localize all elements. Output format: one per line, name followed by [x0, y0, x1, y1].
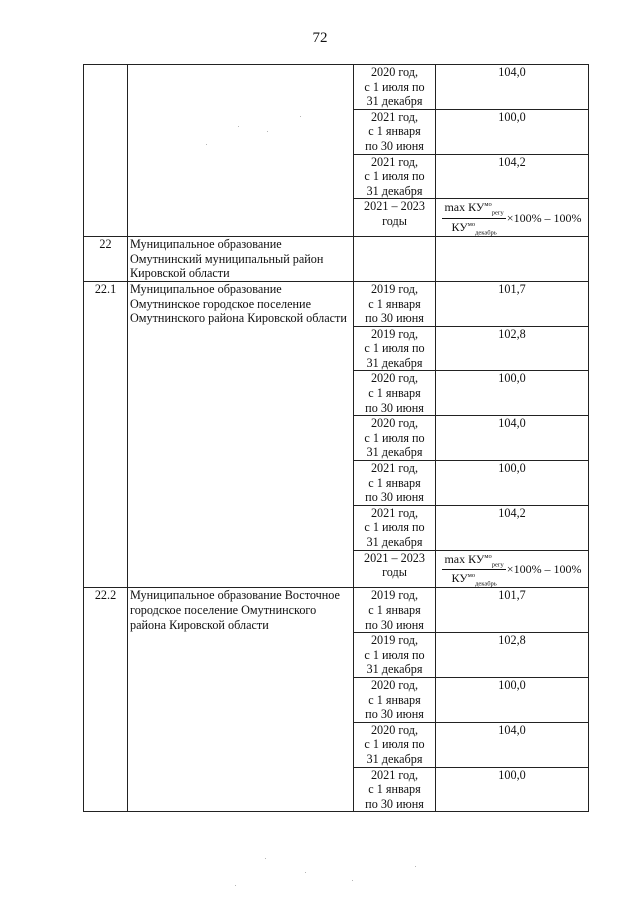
index-value: 104,2 — [436, 154, 589, 199]
period-cell: 2019 год, с 1 января по 30 июня — [354, 588, 436, 633]
period-cell: 2021 – 2023 годы — [354, 199, 436, 237]
period-cell: 2021 год, с 1 января по 30 июня — [354, 461, 436, 506]
index-value — [436, 237, 589, 282]
numerator-sup: мо — [484, 201, 492, 209]
municipality-name — [128, 65, 354, 237]
index-value: 104,0 — [436, 65, 589, 110]
denominator-sub: декабрь — [475, 580, 497, 588]
index-value: 100,0 — [436, 109, 589, 154]
numerator-sub: регу — [491, 560, 504, 568]
index-value: 102,8 — [436, 633, 589, 678]
row-number: 22.2 — [84, 588, 128, 812]
numerator-sup: мо — [484, 552, 492, 560]
period-cell: 2020 год, с 1 января по 30 июня — [354, 677, 436, 722]
table-row — [84, 588, 589, 633]
table-row — [84, 237, 589, 282]
scan-speck — [238, 126, 239, 127]
page-number: 72 — [312, 30, 328, 46]
index-value: 104,0 — [436, 722, 589, 767]
period-cell: 2020 год, с 1 июля по 31 декабря — [354, 416, 436, 461]
municipality-name: Муниципальное образование Омутнинское городское поселение Омутнинского района Кировской области — [128, 281, 354, 587]
period-cell: 2019 год, с 1 июля по 31 декабря — [354, 326, 436, 371]
period-cell: 2020 год, с 1 июля по 31 декабря — [354, 722, 436, 767]
formula-denominator — [449, 219, 498, 236]
formula-fraction — [442, 200, 505, 236]
row-number — [84, 65, 128, 237]
period-cell: 2021 – 2023 годы — [354, 550, 436, 588]
period-cell: 2021 год, с 1 января по 30 июня — [354, 109, 436, 154]
index-value: 100,0 — [436, 767, 589, 812]
formula-expression — [438, 552, 586, 588]
denominator-base: КУ — [451, 570, 468, 585]
denominator-sup: мо — [467, 571, 476, 579]
period-cell: 2020 год, с 1 июля по 31 декабря — [354, 65, 436, 110]
formula-numerator — [442, 200, 505, 218]
numerator-sub: регу — [491, 209, 504, 217]
denominator-base: КУ — [451, 219, 468, 234]
denominator-sup: мо — [467, 220, 476, 228]
scan-speck — [267, 131, 268, 132]
table-row — [84, 65, 589, 110]
row-number: 22 — [84, 237, 128, 282]
index-value: 100,0 — [436, 461, 589, 506]
municipality-name: Муниципальное образование Омутнинский муниципальный район Кировской области — [128, 237, 354, 282]
index-formula — [436, 550, 589, 588]
index-value: 101,7 — [436, 588, 589, 633]
scan-speck — [300, 116, 301, 117]
period-cell: 2020 год, с 1 января по 30 июня — [354, 371, 436, 416]
formula-denominator — [449, 570, 498, 587]
scan-speck — [352, 880, 353, 881]
period-cell: 2019 год, с 1 января по 30 июня — [354, 281, 436, 326]
tariff-table — [83, 64, 589, 812]
period-cell: 2021 год, с 1 июля по 31 декабря — [354, 505, 436, 550]
index-value: 104,0 — [436, 416, 589, 461]
index-value: 102,8 — [436, 326, 589, 371]
numerator-prefix: max КУ — [444, 200, 485, 215]
formula-suffix: ×100% – 100% — [506, 562, 582, 577]
tariff-table-body — [84, 65, 589, 812]
formula-fraction — [442, 552, 505, 588]
scan-speck — [206, 144, 207, 145]
index-value: 101,7 — [436, 281, 589, 326]
scan-speck — [235, 885, 236, 886]
period-cell: 2021 год, с 1 июля по 31 декабря — [354, 154, 436, 199]
scan-speck — [265, 858, 266, 859]
formula-expression — [438, 200, 586, 236]
formula-suffix: ×100% – 100% — [506, 210, 582, 225]
formula-numerator — [442, 552, 505, 570]
index-value: 104,2 — [436, 505, 589, 550]
table-row — [84, 281, 589, 326]
period-cell — [354, 237, 436, 282]
period-cell: 2021 год, с 1 января по 30 июня — [354, 767, 436, 812]
index-value: 100,0 — [436, 677, 589, 722]
denominator-sub: декабрь — [475, 229, 497, 237]
scan-speck — [415, 866, 416, 867]
scan-speck — [305, 872, 306, 873]
index-value: 100,0 — [436, 371, 589, 416]
numerator-prefix: max КУ — [444, 551, 485, 566]
municipality-name: Муниципальное образование Восточное городское поселение Омутнинского района Кировской области — [128, 588, 354, 812]
period-cell: 2019 год, с 1 июля по 31 декабря — [354, 633, 436, 678]
index-formula — [436, 199, 589, 237]
row-number: 22.1 — [84, 281, 128, 587]
